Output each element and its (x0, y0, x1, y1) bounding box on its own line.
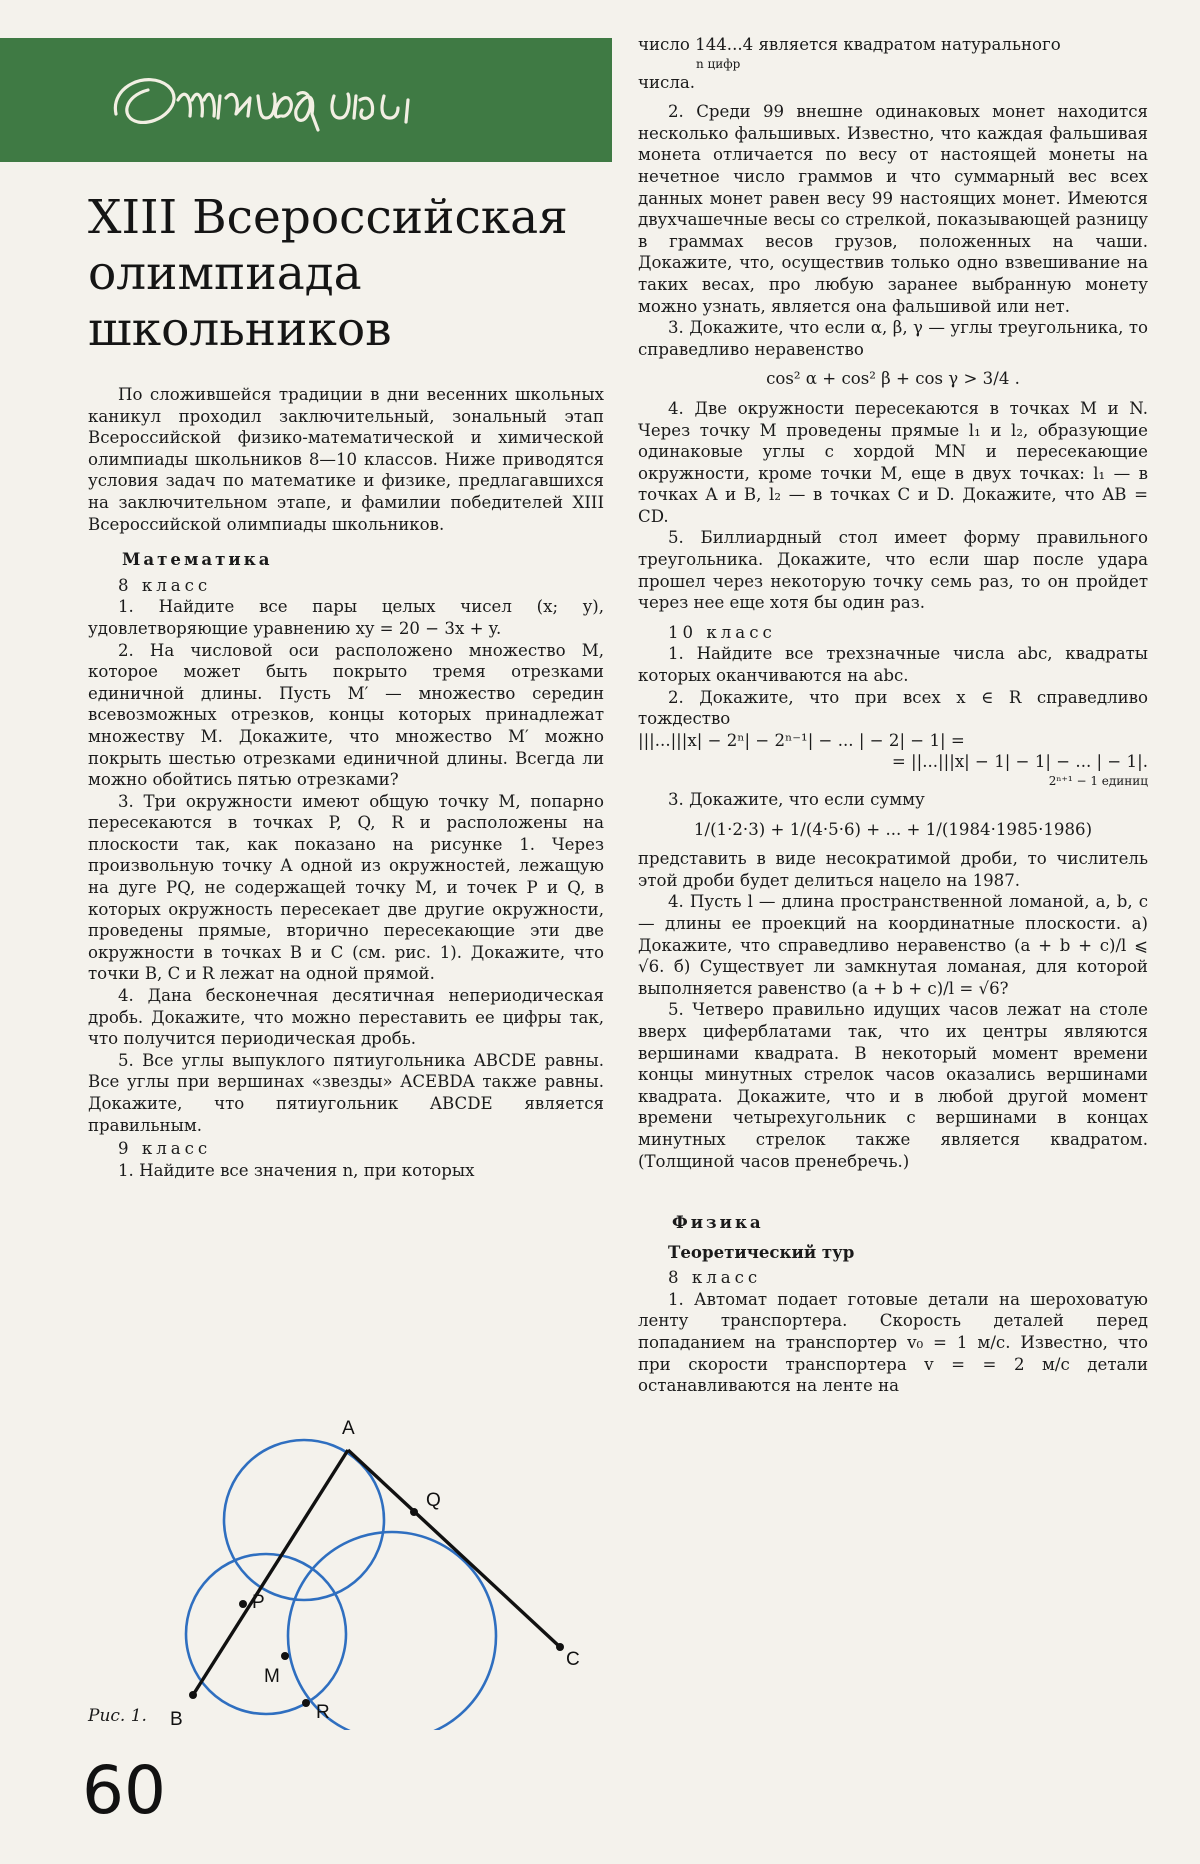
figure-caption: Рис. 1. (88, 1706, 147, 1726)
point-q (410, 1508, 418, 1516)
math-9-problem-2: 2. Среди 99 внешне одинаковых монет находится несколько фальшивых. Известно, что каждая фальшивая монета отличается по весу от настоящей монеты на нечетное число граммов и что суммарный вес всех данных монет равен весу 99 настоящих монет. Имеются двухчашечные весы со стрелкой, показывающей разницу в граммах весов грузов, положенных на чаши. Докажите, что, осуществив только одно взвешивание на таких весах, про любую заранее выбранную монету можно узнать, является она фальшивой или нет. (638, 102, 1148, 316)
figure-circles (186, 1440, 496, 1730)
math-10-problem-3: 3. Докажите, что если сумму (668, 790, 925, 809)
point-r (302, 1699, 310, 1707)
left-column (88, 384, 604, 1181)
math-9-problem-1-end: числа. (638, 72, 696, 92)
point-b (189, 1691, 197, 1699)
math-10-problem-3-cont: представить в виде несократимой дроби, то числитель этой дроби будет делиться нацело на 1987. (638, 849, 1148, 890)
label-c: C (566, 1649, 580, 1670)
math-10-problem-3-formula: 1/(1·2·3) + 1/(4·5·6) + ... + 1/(1984·1985·1986) (693, 819, 1093, 839)
label-b: B (170, 1709, 183, 1730)
math-8-problem-2: 2. На числовой оси расположено множество M, которое может быть покрыто тремя отрезками единичной длины. Пусть M′ — множество середин всевозможных отрезков, концы которых принадлежат множеству M. Докажите, что множество M′ можно покрыть шестью отрезками единичной длины. Всегда ли можно обойтись пятью отрезками? (88, 640, 604, 790)
math-9-problem-1-cont: число 144...4 является квадратом натурального (638, 35, 1061, 54)
article-title: XIII Всероссийская олимпиада школьников (88, 190, 568, 357)
figure-three-circles (170, 1400, 610, 1730)
math-heading: Математика (122, 549, 273, 570)
label-a: A (342, 1418, 355, 1439)
physics-round: Теоретический тур (668, 1241, 855, 1262)
brace-label-n-digits: n цифр (696, 56, 741, 71)
math-8-problem-3: 3. Три окружности имеют общую точку M, попарно пересекаются в точках P, Q, R и расположены на плоскости так, как показано на рисунке 1. Через произвольную точку A одной из окружностей, лежащую на дуге PQ, не содержащей точку M, и точек P и Q, в которых окружность пересекает две другие окружности, проведены прямые, вторично пересекающие эти две окружности в точках B и C (см. рис. 1). Докажите, что точки B, C и R лежат на одной прямой. (88, 791, 604, 984)
math-8-problem-5: 5. Все углы выпуклого пятиугольника ABCDE равны. Все углы при вершинах «звезды» ACEBDA также равны. Докажите, что пятиугольник ABCDE является правильным. (88, 1050, 604, 1135)
section-logo (108, 56, 468, 140)
label-p: P (252, 1592, 265, 1613)
math-grade-10: 10 класс (668, 622, 776, 642)
math-9-problem-1-start: 1. Найдите все значения n, при которых (118, 1160, 475, 1180)
label-q: Q (426, 1490, 441, 1511)
math-9-problem-3: 3. Докажите, что если α, β, γ — углы треугольника, то справедливо неравенство (638, 318, 1148, 359)
math-10-problem-2-formula-2: = ||...|||x| − 1| − 1| − ... | − 1|. (891, 752, 1148, 772)
page-number: 60 (82, 1752, 166, 1829)
math-8-problem-1: 1. Найдите все пары целых чисел (x; y), удовлетворяющие уравнению xy = 20 − 3x + y. (88, 597, 604, 638)
math-10-problem-5: 5. Четверо правильно идущих часов лежат на столе вверх циферблатами так, что их центры являются вершинами квадрата. В некоторый момент времени концы минутных стрелок часов оказались вершинами квадрата. Докажите, что и в любой другой момент времени четырехугольник с вершинами в концах минутных стрелок также является квадратом. (Толщиной часов пренебречь.) (638, 1000, 1148, 1171)
math-10-problem-1: 1. Найдите все трехзначные числа abc, квадраты которых оканчиваются на abc. (638, 644, 1148, 686)
section-banner (0, 38, 612, 162)
math-9-problem-4: 4. Две окружности пересекаются в точках M и N. Через точку M проведены прямые l₁ и l₂, образующие одинаковые углы с хордой MN и пересекающие окружности, кроме точки M, еще в двух точках: l₁ — в точках A и B, l₂ — в точках C и D. Докажите, что AB = CD. (638, 398, 1148, 526)
brace-label-units: 2ⁿ⁺¹ − 1 единиц (1048, 774, 1148, 788)
label-m: M (264, 1666, 280, 1687)
physics-grade-8: 8 класс (668, 1268, 762, 1288)
intro-paragraph: По сложившейся традиции в дни весенних школьных каникул проходил заключительный, зональный этап Всероссийской физико-математической и химической олимпиады школьников 8—10 классов. Ниже приводятся условия задач по математике и физике, предлагавшихся на заключительном этапе, и фамилии победителей XIII Всероссийской олимпиады школьников. (88, 385, 604, 534)
label-r: R (316, 1702, 330, 1723)
circle-right (288, 1532, 496, 1730)
figure-points (189, 1508, 564, 1707)
point-c (556, 1643, 564, 1651)
math-10-problem-2: 2. Докажите, что при всех x ∈ R справедливо тождество (638, 687, 1148, 729)
math-8-problem-4: 4. Дана бесконечная десятичная непериодическая дробь. Докажите, что можно переставить ее цифры так, что получится периодическая дробь. (88, 986, 604, 1049)
physics-8-problem-1: 1. Автомат подает готовые детали на шероховатую ленту транспортера. Скорость деталей перед попаданием на транспортер v₀ = 1 м/с. Известно, что при скорости транспортера v = = 2 м/с детали останавливаются на ленте на (638, 1289, 1148, 1396)
math-10-problem-4: 4. Пусть l — длина пространственной ломаной, a, b, c — длины ее проекций на координатные плоскости. а) Докажите, что справедливо неравенство (a + b + c)/l ⩽ √6. б) Существует ли замкнутая ломаная, для которой выполняется равенство (a + b + c)/l = √6? (638, 892, 1148, 998)
math-9-problem-3-formula: cos² α + cos² β + cos γ > 3/4 . (766, 369, 1020, 389)
math-grade-8: 8 класс (118, 575, 212, 595)
point-m (281, 1652, 289, 1660)
physics-heading: Физика (672, 1212, 764, 1233)
math-grade-9: 9 класс (118, 1139, 212, 1159)
point-p (239, 1600, 247, 1608)
math-10-problem-2-formula-1: |||...|||x| − 2ⁿ| − 2ⁿ⁻¹| − ... | − 2| − 1| = (638, 730, 965, 750)
right-column (638, 34, 1148, 1397)
math-9-problem-5: 5. Биллиардный стол имеет форму правильного треугольника. Докажите, что если шар после удара прошел через некоторую точку семь раз, то он пройдет через нее еще хотя бы один раз. (638, 528, 1148, 613)
